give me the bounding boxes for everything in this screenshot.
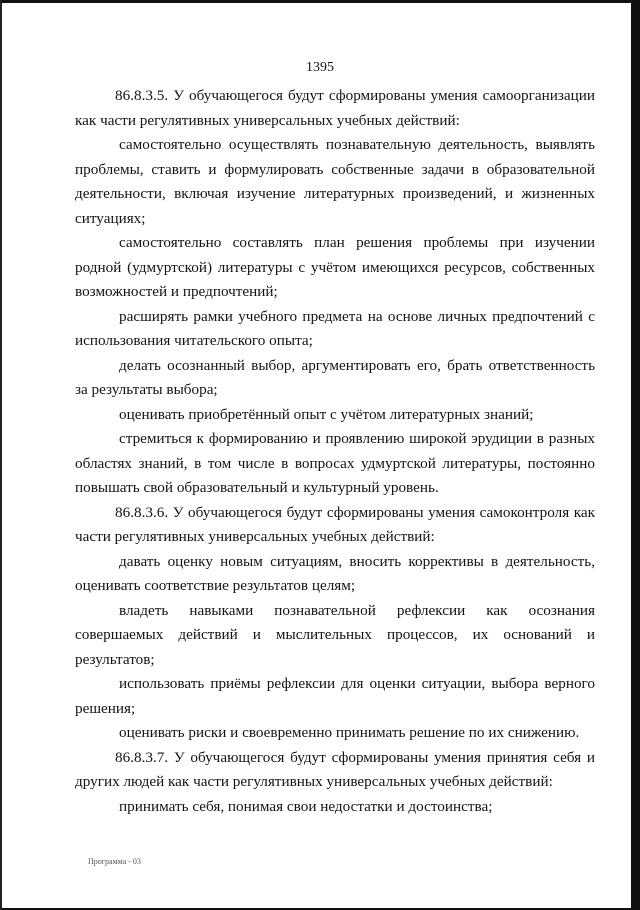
page-footer: Программа - 03 <box>88 857 141 866</box>
page-number: 1395 <box>306 60 334 75</box>
list-item: делать осознанный выбор, аргументировать его, брать ответственность за результаты выбора; <box>75 356 595 398</box>
list-item: самостоятельно составлять план решения проблемы при изучении родной (удмуртской) литературы с учётом имеющихся ресурсов, собственных возможностей и предпочтений; <box>75 234 595 300</box>
list-item: самостоятельно осуществлять познавательную деятельность, выявлять проблемы, ставить и формулировать собственные задачи в образовательной деятельности, включая изучение литературных произведений, и жизненных ситуациях; <box>75 136 595 227</box>
section-heading-86-8-3-6: 86.8.3.6. У обучающегося будут сформированы умения самоконтроля как части регулятивных универсальных учебных действий: <box>75 503 595 545</box>
document-body <box>75 84 595 819</box>
section-heading-86-8-3-7: 86.8.3.7. У обучающегося будут сформированы умения принятия себя и других людей как части регулятивных универсальных учебных действий: <box>75 748 595 790</box>
list-item: оценивать риски и своевременно принимать решение по их снижению. <box>119 724 580 741</box>
list-item: стремиться к формированию и проявлению широкой эрудиции в разных областях знаний, в том числе в вопросах удмуртской литературы, постоянно повышать свой образовательный и культурный уровень. <box>75 430 595 496</box>
section-heading-86-8-3-5: 86.8.3.5. У обучающегося будут сформированы умения самоорганизации как части регулятивных универсальных учебных действий: <box>75 87 595 129</box>
scan-edge-left <box>0 0 2 910</box>
list-item: использовать приёмы рефлексии для оценки ситуации, выбора верного решения; <box>75 675 595 717</box>
list-item: принимать себя, понимая свои недостатки и достоинства; <box>119 797 493 815</box>
list-item: владеть навыками познавательной рефлексии как осознания совершаемых действий и мыслительных процессов, их оснований и результатов; <box>75 601 595 668</box>
list-item: расширять рамки учебного предмета на основе личных предпочтений с использования читательского опыта; <box>75 307 595 349</box>
list-item: давать оценку новым ситуациям, вносить коррективы в деятельность, оценивать соответствие результатов целям; <box>75 552 595 594</box>
scan-edge-right <box>631 0 640 910</box>
scan-edge-top <box>0 0 640 3</box>
list-item: оценивать приобретённый опыт с учётом литературных знаний; <box>119 405 534 423</box>
